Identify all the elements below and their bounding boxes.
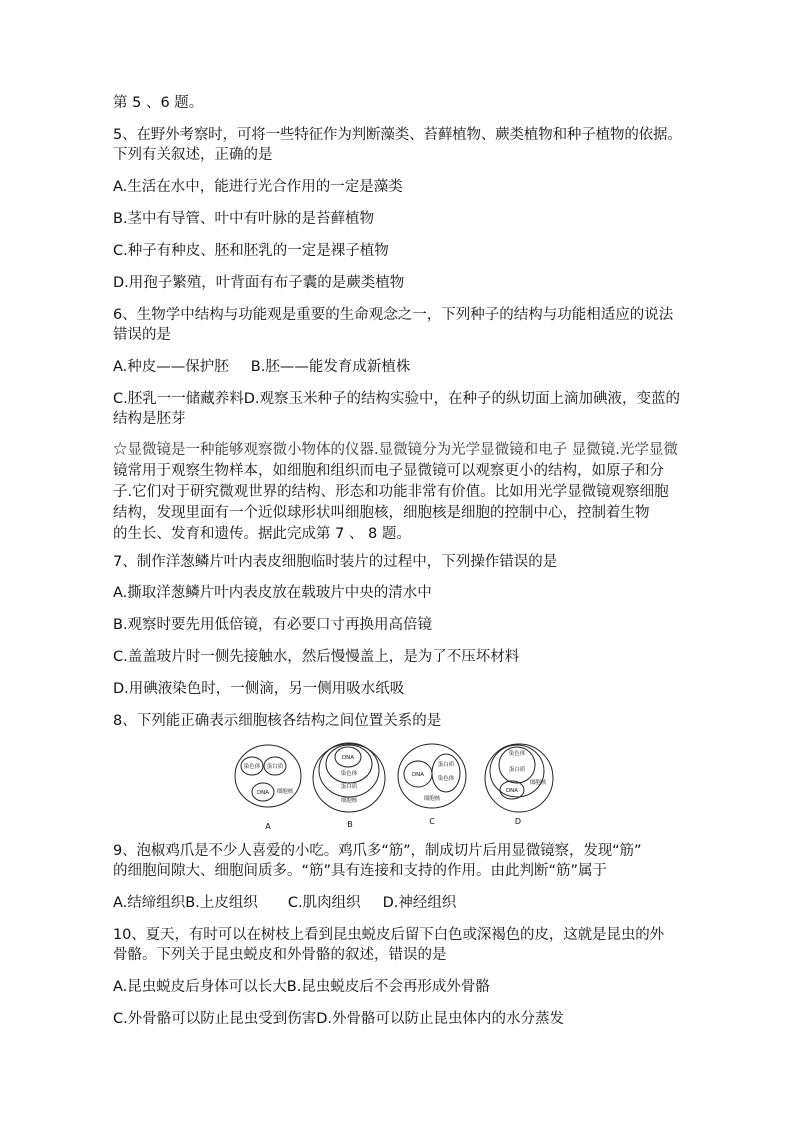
q10-stem-line-1: 10、夏天，有时可以在树枝上看到昆虫蜕皮后留下白色或深褐色的皮，这就是昆虫的外 <box>113 927 665 943</box>
nucleus-structure-figure <box>232 738 572 834</box>
q5-option-c: C.种子有种皮、胚和胚乳的一定是裸子植物 <box>113 243 389 259</box>
q9-stem-line-2: 的细胞间隙大、细胞间质多。“筋”具有连接和支持的作用。由此判断“筋”属于 <box>113 863 608 879</box>
q6-options-cd <box>113 390 693 408</box>
q7-stem: 7、制作洋葱鳞片叶内表皮细胞临时装片的过程中，下列操作错误的是 <box>113 554 558 570</box>
q5-stem-line-1: 5、在野外考察时，可将一些特征作为判断藻类、苔藓植物、蕨类植物和种子植物的依据。 <box>113 127 682 143</box>
option-a-protein-label: 蛋白质 <box>266 764 284 770</box>
q9-stem-line-1: 9、泡椒鸡爪是不少人喜爱的小吃。鸡爪多“筋”，制成切片后用显微镜察，发现“筋” <box>113 843 642 859</box>
intro-tail: 第 5 、6 题。 <box>113 95 204 111</box>
passage-line-3: 子.它们对于研究微观世界的结构、形态和功能非常有价值。比如用光学显微镜观察细胞 <box>113 484 669 500</box>
q10-option-a: A.昆虫蜕皮后身体可以长大 <box>113 979 287 995</box>
option-a-dna-label: DNA <box>256 790 270 796</box>
q5-option-a: A.生活在水中，能进行光合作用的一定是藻类 <box>113 179 403 195</box>
figure-label-a: A <box>265 822 271 831</box>
option-a-nucleus-label: 细胞核 <box>276 789 294 795</box>
q6-stem-line-1: 6、生物学中结构与功能观是重要的生命观念之一，下列种子的结构与功能相适应的说法 <box>113 307 674 323</box>
option-c-dna-label: DNA <box>411 772 425 778</box>
q10-option-b: B.昆虫蜕皮后不会再形成外骨骼 <box>286 979 490 995</box>
passage-line-2: 镜常用于观察生物样本，如细胞和组织而电子显微镜可以观察更小的结构，如原子和分 <box>113 463 664 479</box>
option-b-nucleus-label: 细胞核 <box>340 798 358 804</box>
q6-option-a: A.种皮——保护胚 <box>113 359 229 375</box>
q10-option-d: D.外骨骼可以防止昆虫体内的水分蒸发 <box>316 1011 565 1027</box>
option-c-protein-circle <box>432 754 460 792</box>
option-a-chromosome-label: 染色体 <box>243 764 261 770</box>
option-d-nucleus-label: 细胞核 <box>529 780 547 786</box>
q7-option-a: A.撕取洋葱鳞片叶内表皮放在载玻片中央的清水中 <box>113 585 432 601</box>
q6-option-b: B.胚——能发育成新植株 <box>250 359 411 375</box>
option-b-dna-label: DNA <box>341 755 355 761</box>
option-d-dna-label: DNA <box>505 788 519 794</box>
q9-option-b: B.上皮组织 <box>185 895 258 911</box>
q9-option-c: C.肌肉组织 <box>287 895 361 911</box>
figure-label-c: C <box>429 817 435 826</box>
q10-option-c: C.外骨骼可以防止昆虫受到伤害 <box>113 1011 317 1027</box>
q10-stem-line-2: 骨骼。下列关于昆虫蜕皮和外骨骼的叙述，错误的是 <box>113 947 447 963</box>
q5-stem-line-2: 下列有关叙述，正确的是 <box>113 147 273 163</box>
q5-option-d: D.用孢子繁殖，叶背面有布子囊的是蕨类植物 <box>113 275 405 291</box>
q9-options <box>113 894 693 912</box>
option-b-circle-3 <box>326 745 372 783</box>
q9-option-a: A.结缔组织 <box>113 895 186 911</box>
option-b-protein-label: 蛋白质 <box>340 784 358 790</box>
option-a-outer-circle <box>235 745 301 807</box>
passage-line-5: 的生长、发育和遗传。据此完成第 7 、 8 题。 <box>113 526 411 542</box>
figure-label-b: B <box>347 820 353 829</box>
q6-option-d: D.观察玉米种子的结构实验中，在种子的纵切面上滴加碘液，变蓝的 <box>243 391 681 407</box>
q6-stem-line-2: 错误的是 <box>113 327 171 343</box>
option-c-protein-label: 蛋白质 <box>437 762 455 768</box>
q7-option-d: D.用碘液染色时，一侧滴，另一侧用吸水纸吸 <box>113 681 405 697</box>
q9-option-d: D.神经组织 <box>382 895 457 911</box>
q8-stem: 8、下列能正确表示细胞核各结构之间位置关系的是 <box>113 713 442 729</box>
passage-line-1: ☆显微镜是一种能够观察微小物体的仪器.显微镜分为光学显微镜和电子 显微镜.光学显微 <box>113 442 678 458</box>
option-d-protein-label: 蛋白质 <box>508 767 526 773</box>
option-b-chromosome-label: 染色体 <box>340 771 358 777</box>
q6-option-c: C.胚乳一一储藏养料 <box>113 391 244 407</box>
figure-label-d: D <box>514 817 522 826</box>
option-d-chromosome-label: 染色体 <box>508 751 526 757</box>
q6-option-d-cont: 结构是胚芽 <box>113 411 186 427</box>
q10-options-cd <box>113 1010 693 1028</box>
q7-option-c: C.盖盖玻片时一侧先接触水，然后慢慢盖上，是为了不压坏材料 <box>113 649 520 665</box>
q5-option-b: B.茎中有导管、叶中有叶脉的是苔藓植物 <box>113 211 375 227</box>
option-c-chromosome-label: 染色体 <box>437 776 455 782</box>
option-c-nucleus-label: 细胞核 <box>423 796 441 802</box>
passage-line-4: 结构，发现里面有一个近似球形状叫细胞核，细胞核是细胞的控制中心，控制着生物 <box>113 505 650 521</box>
q10-options-ab <box>113 978 693 996</box>
q6-options-ab <box>113 358 693 376</box>
q7-option-b: B.观察时要先用低倍镜，有必要口寸再换用高倍镜 <box>113 617 433 633</box>
